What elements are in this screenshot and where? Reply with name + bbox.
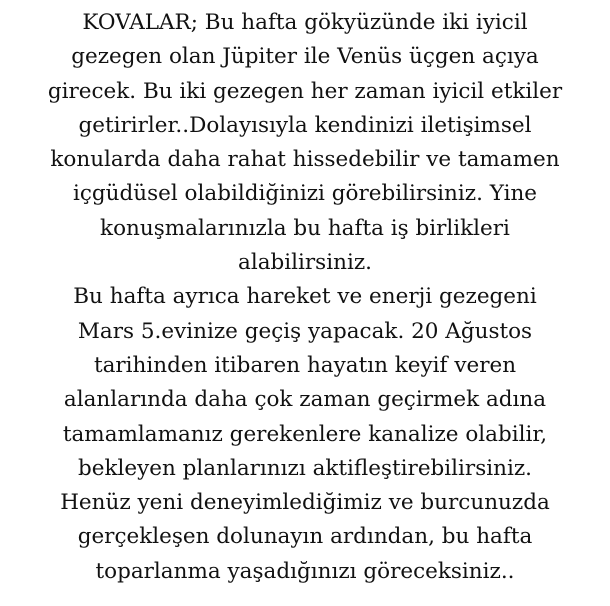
text-line: konularda daha rahat hissedebilir ve tamamen: [50, 147, 560, 173]
text-line: alanlarında daha çok zaman geçirmek adına: [63, 387, 547, 413]
text-line: gerçekleşen dolunayın ardından, bu hafta: [77, 524, 533, 550]
text-line: bekleyen planlarınızı aktifleştirebilirsiniz.: [77, 455, 533, 481]
text-line: Henüz yeni deneyimlediğimiz ve burcunuzda: [60, 490, 550, 516]
text-line: içgüdüsel olabildiğinizi görebilirsiniz. Yine: [72, 181, 538, 207]
text-line: KOVALAR; Bu hafta gökyüzünde iki iyicil: [82, 10, 528, 35]
text-line: alabilirsiniz.: [238, 250, 372, 276]
text-line: girecek. Bu iki gezegen her zaman iyicil etkiler: [47, 78, 563, 104]
text-line: getirirler..Dolayısıyla kendinizi iletişimsel: [78, 112, 532, 138]
text-line: Bu hafta ayrıca hareket ve enerji gezegeni: [73, 284, 537, 310]
text-line: tamamlamanız gerekenlere kanalize olabilir,: [62, 421, 548, 447]
text-line: gezegen olan Jüpiter ile Venüs üçgen açıya: [71, 44, 539, 70]
text-line: tarihinden itibaren hayatın keyif veren: [93, 352, 517, 378]
text-line: konuşmalarınızla bu hafta iş birlikleri: [100, 215, 510, 241]
text-line: Mars 5.evinize geçiş yapacak. 20 Ağustos: [77, 318, 533, 344]
text-line: toparlanma yaşadığınızı göreceksiniz..: [95, 558, 515, 584]
